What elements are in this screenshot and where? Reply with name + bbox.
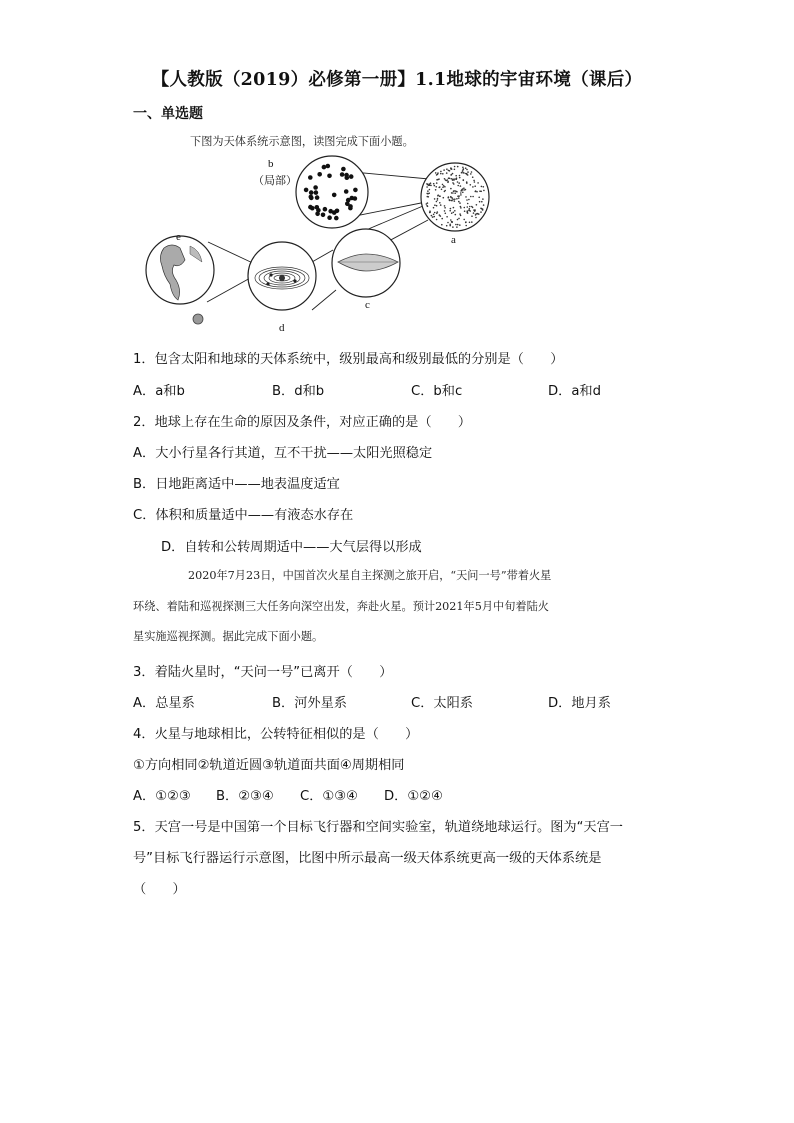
question-4-option-c[interactable]: C．①③④ xyxy=(300,789,358,804)
question-1-option-c[interactable]: C．b和c xyxy=(411,384,463,399)
question-4-option-a[interactable]: A．①②③ xyxy=(133,789,191,804)
question-3-option-c[interactable]: C．太阳系 xyxy=(411,696,473,711)
question-1-option-d[interactable]: D．a和d xyxy=(548,384,601,399)
circle-e xyxy=(146,236,214,304)
question-2-option-a[interactable]: A．大小行星各行其道，互不干扰——太阳光照稳定 xyxy=(133,446,433,461)
question-2-option-c[interactable]: C．体积和质量适中——有液态水存在 xyxy=(133,508,354,523)
question-4-stem: 4．火星与地球相比，公转特征相似的是（ ） xyxy=(133,727,419,742)
question-1-option-a[interactable]: A．a和b xyxy=(133,384,185,399)
label-a: a xyxy=(451,234,456,246)
intro-text-2-line-1: 2020年7月23日，中国首次火星自主探测之旅开启，“天问一号”带着火星 xyxy=(188,569,552,582)
question-1-option-b[interactable]: B．d和b xyxy=(272,384,325,399)
question-4-option-b[interactable]: B．②③④ xyxy=(216,789,274,804)
question-3-stem: 3．着陆火星时，“天问一号”已离开（ ） xyxy=(133,665,393,680)
circle-c xyxy=(332,229,400,297)
label-b: b xyxy=(268,158,274,170)
question-5-line-1: 5．天宫一号是中国第一个目标飞行器和空间实验室，轨道绕地球运行。图为“天宫一 xyxy=(133,820,623,835)
circle-a xyxy=(421,163,489,231)
question-2-option-b[interactable]: B．日地距离适中——地表温度适宜 xyxy=(133,477,340,492)
label-c: c xyxy=(365,299,370,311)
intro-text-2-line-2: 环绕、着陆和巡视探测三大任务向深空出发，奔赴火星。预计2021年5月中旬着陆火 xyxy=(133,600,549,613)
label-b-note: （局部） xyxy=(253,175,297,187)
label-d: d xyxy=(279,322,285,334)
question-3-option-a[interactable]: A．总星系 xyxy=(133,696,195,711)
question-5-line-2: 号”目标飞行器运行示意图，比图中所示最高一级天体系统更高一级的天体系统是 xyxy=(133,851,602,866)
circle-b xyxy=(296,156,368,228)
question-3-option-d[interactable]: D．地月系 xyxy=(548,696,611,711)
question-2-option-d[interactable]: D．自转和公转周期适中——大气层得以形成 xyxy=(161,540,422,555)
circle-d xyxy=(248,242,316,310)
celestial-system-figure xyxy=(140,150,500,345)
question-1-stem: 1．包含太阳和地球的天体系统中，级别最高和级别最低的分别是（ ） xyxy=(133,352,564,367)
question-5-line-3: （ ） xyxy=(133,882,186,897)
question-3-option-b[interactable]: B．河外星系 xyxy=(272,696,347,711)
moon-icon xyxy=(193,314,203,324)
question-2-stem: 2．地球上存在生命的原因及条件，对应正确的是（ ） xyxy=(133,415,472,430)
question-4-option-d[interactable]: D．①②④ xyxy=(384,789,443,804)
page-title: 【人教版（2019）必修第一册】1.1地球的宇宙环境（课后） xyxy=(151,70,643,90)
intro-text-2-line-3: 星实施巡视探测。据此完成下面小题。 xyxy=(133,630,324,643)
question-4-statements: ①方向相同②轨道近圆③轨道面共面④周期相同 xyxy=(133,758,405,773)
section-heading: 一、单选题 xyxy=(133,106,203,122)
label-e: e xyxy=(176,231,181,243)
intro-text-1: 下图为天体系统示意图，读图完成下面小题。 xyxy=(190,135,414,148)
